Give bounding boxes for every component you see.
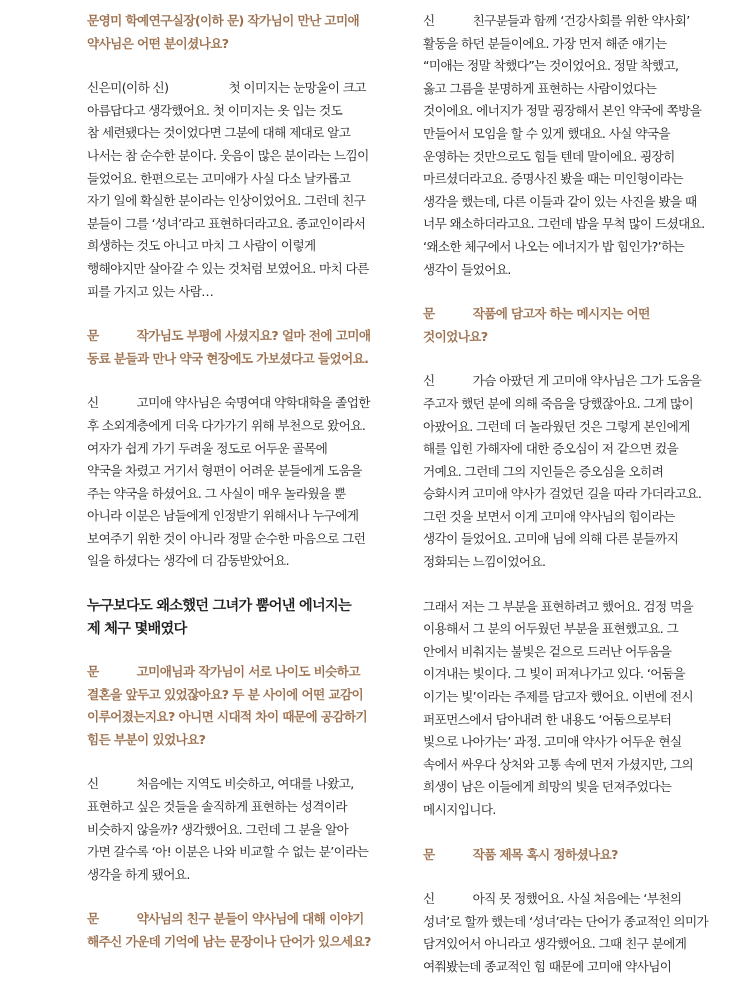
speaker-label: 신	[423, 373, 435, 389]
speaker-label: 문	[423, 306, 435, 322]
question-2: 문 작가님도 부평에 사셨지요? 얼마 전에 고미애 동료 분들과 만나 약국 현장에도 가보셨다고 들었어요.	[87, 328, 371, 366]
question-1: 문영미 학예연구실장(이하 문) 작가님이 만난 고미애 약사님은 어떤 분이셨나요?	[87, 13, 360, 51]
left-column	[87, 10, 407, 954]
paragraph-6: 그래서 저는 그 부분을 표현하려고 했어요. 검정 먹을 이용해서 그 분의 어두웠던 부분을 표현했고요. 그 안에서 비춰지는 불빛은 겉으로 드러난 어두움을 이겨내는 빛이다. 그 빛이 퍼져나가고 있다. ‘어둠을 이기는 빛’이라는 주제를 담고자 했어요. 이번에 전시 퍼포먼스에서 담아내려 한 내용도 ‘어둠으로부터 빛으로 나아가는’ 과정. 고미애 약사가 어두운 현실 속에서 싸우다 상처와 고통 속에 먼저 가셨지만, 그의 희생이 남은 이들에게 희망의 빛을 던져주었다는 메시지입니다.	[423, 598, 694, 817]
answer-6: 신 아직 못 정했어요. 사실 처음에는 ‘부천의 성녀’로 할까 했는데 ‘성녀’라는 단어가 종교적인 의미가 담겨있어서 아니라고 생각했어요. 그때 친구 분에게 여쭤봤는데 종교적인 힘 때문에 고미애 약사님이	[423, 891, 709, 974]
question-3: 문 고미애님과 작가님이 서로 나이도 비슷하고 결혼을 앞두고 있었잖아요? 두 분 사이에 어떤 교감이 이루어졌는지요? 아니면 시대적 차이 때문에 공감하기 힘든 부분이 있었나요?	[87, 664, 368, 747]
question-6: 문 작품 제목 혹시 정하셨나요?	[423, 846, 618, 862]
speaker-label: 문	[423, 846, 435, 862]
speaker-label: 문	[87, 328, 99, 344]
section-heading: 누구보다도 왜소했던 그녀가 뿜어낸 에너지는 제 체구 몇배였다	[87, 598, 352, 638]
answer-5: 신 가슴 아팠던 게 고미애 약사님은 그가 도움을 주고자 했던 분에 의해 죽음을 당했잖아요. 그게 많이 아팠어요. 그런데 더 놀라웠던 것은 그렇게 본인에게 해를 입힌 가해자에 대한 증오심이 저 같으면 컸을 거예요. 그런데 그의 지인들은 증오심을 오히려 승화시켜 고미애 약사가 걸었던 길을 따라 가더라고요. 그런 것을 보면서 이게 고미애 약사님의 힘이라는 생각이 들었어요. 고미애 님에 의해 다른 분들까지 정화되는 느낌이었어요.	[423, 373, 702, 570]
answer-2: 신 고미애 약사님은 숙명여대 약학대학을 졸업한 후 소외계층에게 더욱 다가가기 위해 부천으로 왔어요. 여자가 쉽게 가기 두려울 정도로 어두운 골목에 약국을 차렸고 거기서 형편이 어려운 분들에게 도움을 주는 약국을 하셨어요. 그 사실이 매우 놀라웠을 뿐 아니라 이분은 남들에게 인정받기 위해서나 누구에게 보여주기 위한 것이 아니라 정말 순수한 마음으로 그런 일을 하셨다는 생각에 더 감동받았어요.	[87, 395, 370, 569]
speaker-label: 신	[423, 13, 435, 28]
answer-1: 신은미(이하 신) 첫 이미지는 눈망울이 크고 아름답다고 생각했어요. 첫 이미지는 옷 입는 것도 참 세련됐다는 것이었다면 그분에 대해 제대로 알고 나서는 참 순수한 분이다. 웃음이 많은 분이라는 느낌이 들었어요. 한편으로는 고미애가 사실 다소 날카롭고 자기 일에 확실한 분이라는 인상이었어요. 그런데 친구 분들이 그를 ‘성녀’라고 표현하더라고요. 종교인이라서 희생하는 것도 아니고 마치 그 사람이 이렇게 행해야지만 살아갈 수 있는 것처럼 보였어요. 마치 다른 피를 가지고 있는 사람…	[87, 80, 369, 299]
speaker-label: 문	[87, 664, 99, 680]
speaker-label: 신	[87, 776, 99, 792]
answer-3: 신 처음에는 지역도 비슷하고, 여대를 나왔고, 표현하고 싶은 것들을 솔직하게 표현하는 성격이라 비슷하지 않을까? 생각했어요. 그런데 그 분을 알아 가면 갈수록 ‘아! 이분은 나와 비교할 수 없는 분’이라는 생각을 하게 됐어요.	[87, 776, 369, 882]
right-column	[423, 10, 743, 979]
speaker-label: 문영미 학예연구실장(이하 문)	[87, 13, 244, 28]
question-5: 문 작품에 담고자 하는 메시지는 어떤 것이었나요?	[423, 306, 650, 344]
speaker-label: 신	[423, 891, 435, 907]
speaker-label: 신	[87, 395, 99, 411]
answer-4: 신 친구분들과 함께 ‘건강사회를 위한 약사회’ 활동을 하던 분들이에요. 가장 먼저 해준 얘기는 “미애는 정말 착했다”는 것이었어요. 정말 착했고, 옳고 그름을 분명하게 표현하는 사람이었다는 것이에요. 에너지가 정말 굉장해서 본인 약국에 쪽방을 만들어서 모임을 할 수 있게 했대요. 사실 약국을 운영하는 것만으로도 힘들 텐데 말이에요. 굉장히 마르셨더라고요. 증명사진 봤을 때는 미인형이라는 생각을 했는데, 다른 이들과 같이 있는 사진을 봤을 때 너무 왜소하더라고요. 그런데 밥을 무척 많이 드셨대요. ‘왜소한 체구에서 나오는 에너지가 밥 힘인가?’하는 생각이 들었어요.	[423, 13, 705, 277]
speaker-label: 문	[87, 911, 99, 927]
question-4: 문 약사님의 친구 분들이 약사님에 대해 이야기 해주신 가운데 기억에 남는 문장이나 단어가 있으세요?	[87, 911, 371, 949]
speaker-label: 신은미(이하 신)	[87, 80, 169, 96]
